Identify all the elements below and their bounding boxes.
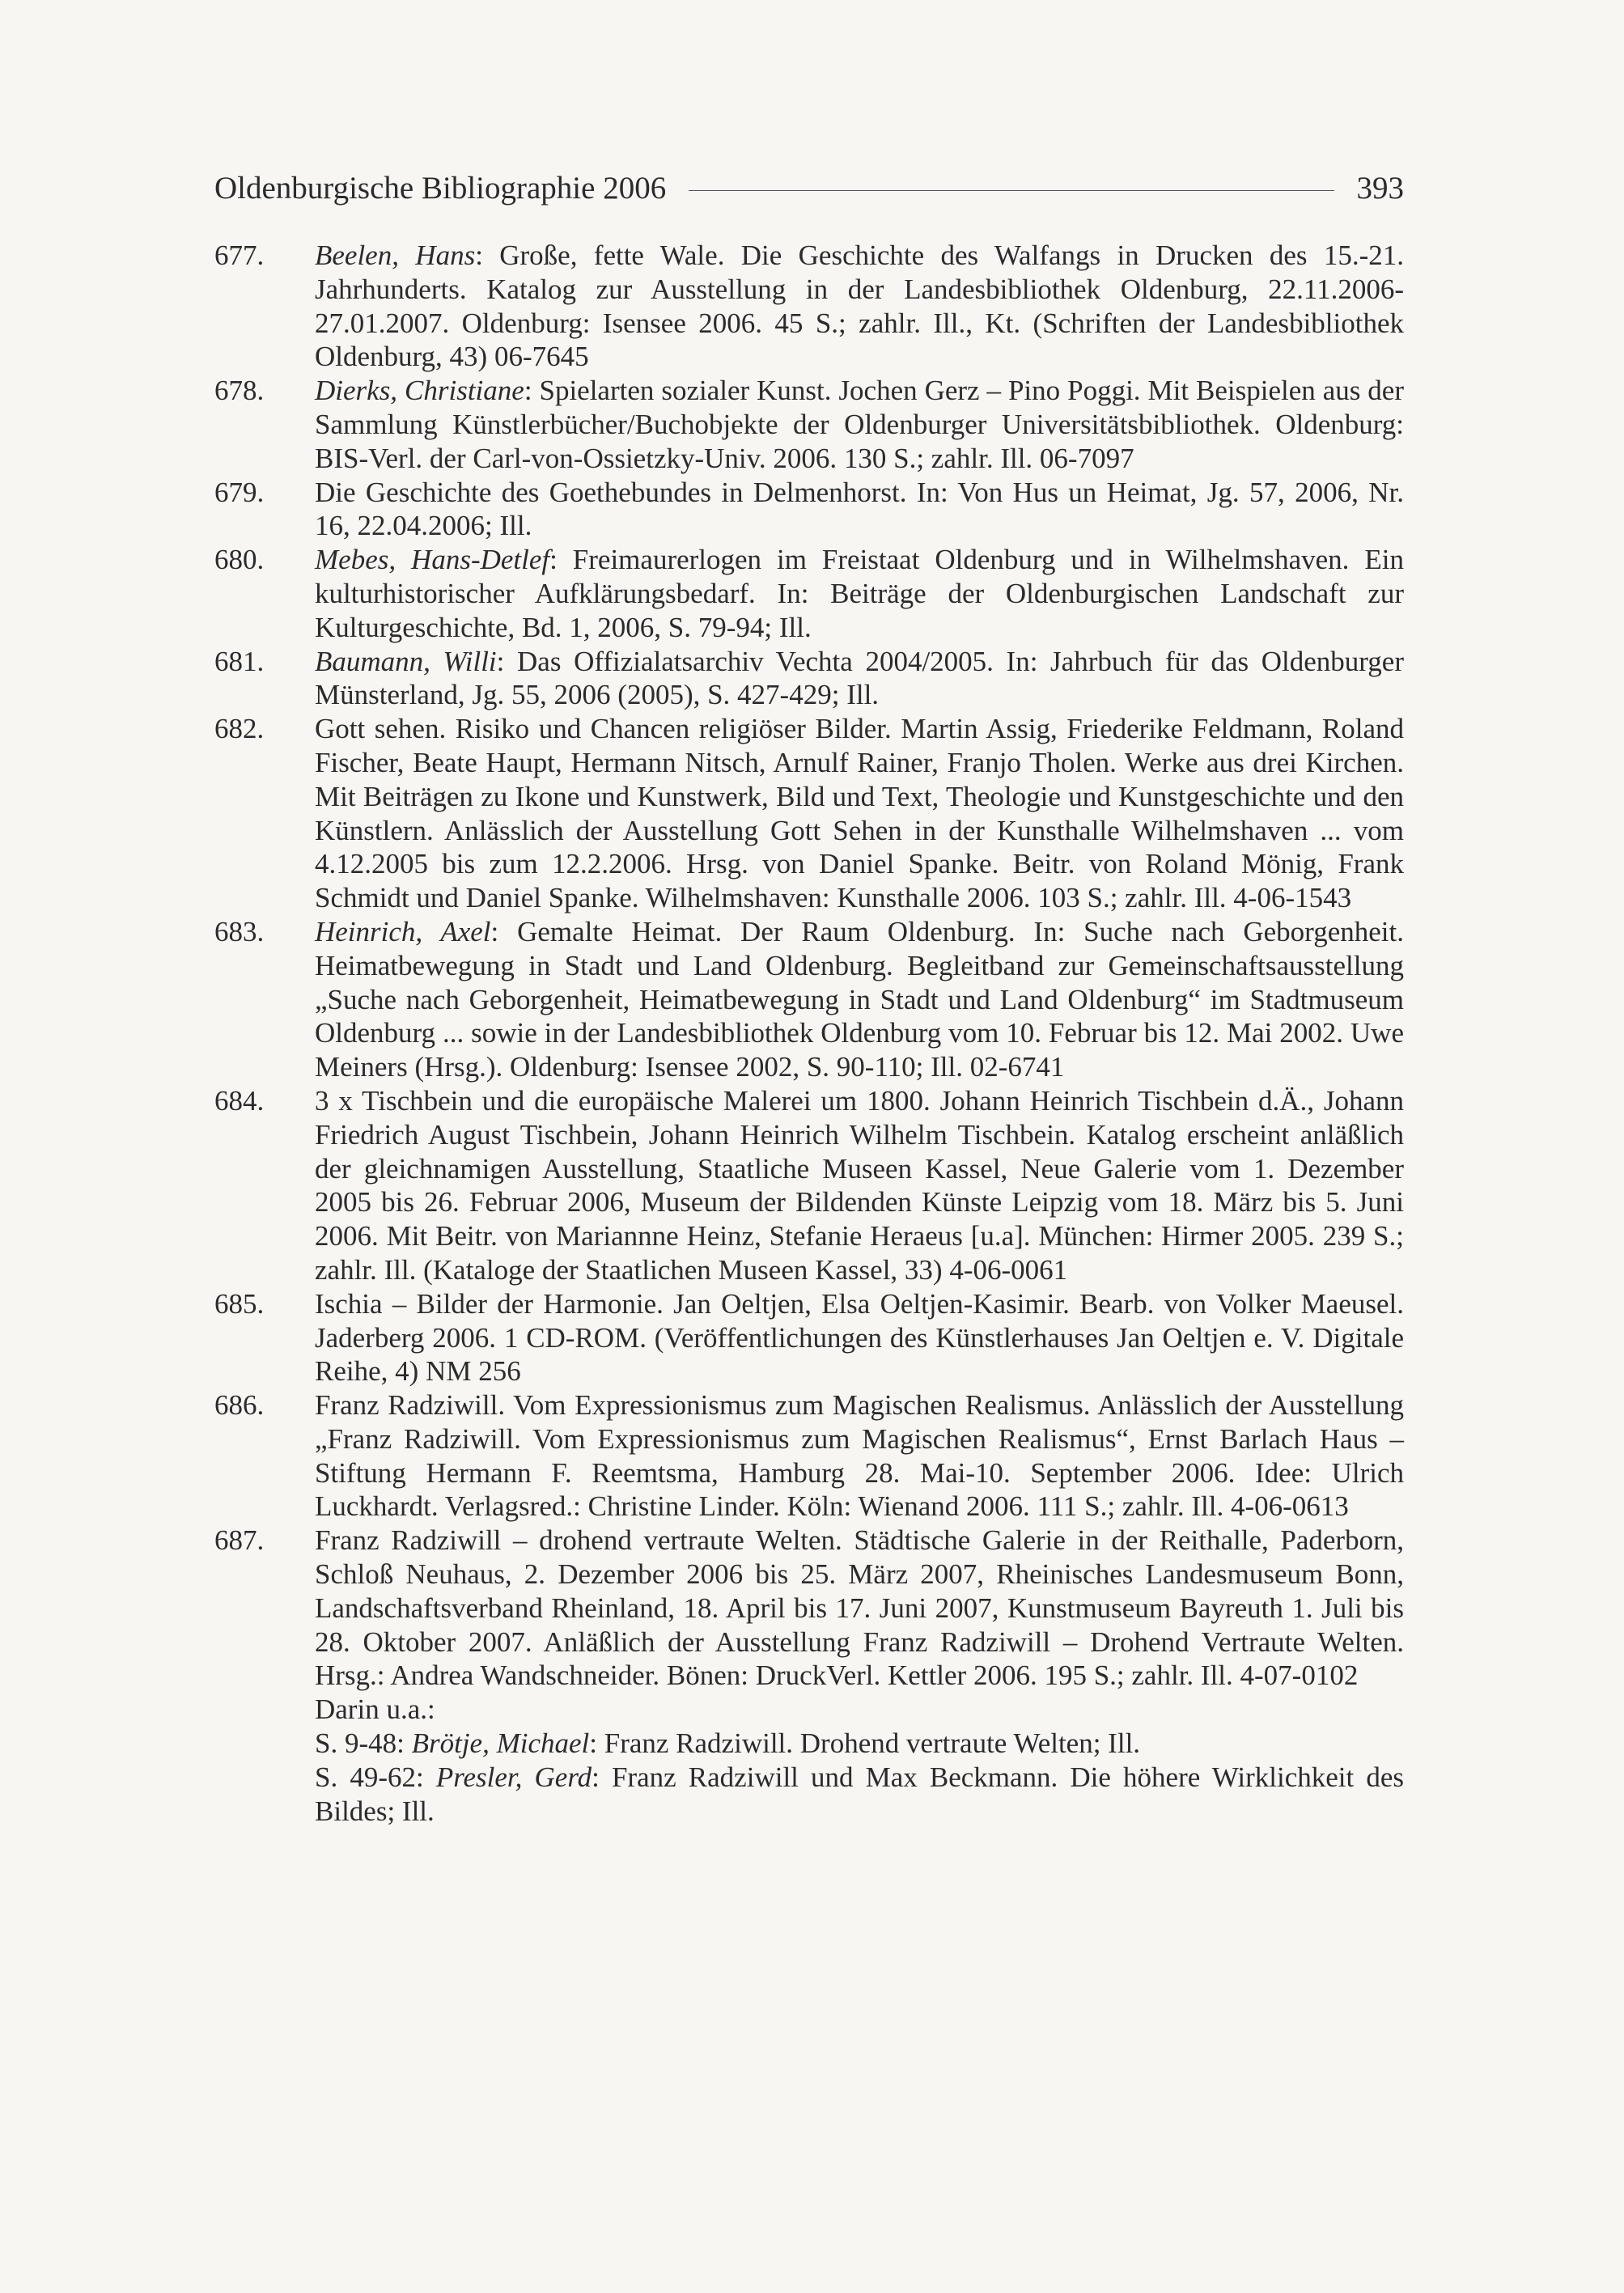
contents-item xyxy=(315,1727,1404,1761)
entry-body xyxy=(315,1084,1404,1287)
running-head xyxy=(214,167,1404,208)
entry-text: Die Geschichte des Goethebundes in Delmenhorst. In: Von Hus un Heimat, Jg. 57, 2006, Nr. 16, 22.04.2006; Ill. xyxy=(315,476,1404,542)
entry-contents xyxy=(214,1693,1404,1828)
contents-intro: Darin u.a.: xyxy=(315,1693,435,1726)
entry-body xyxy=(315,239,1404,374)
bibliography-entry xyxy=(214,712,1404,915)
contents-author: Presler, Gerd xyxy=(435,1761,592,1793)
entry-number: 679. xyxy=(214,476,265,508)
entry-text: Franz Radziwill. Vom Expressionismus zum Magischen Realismus. Anlässlich der Ausstellung „Franz Radziwill. Vom Expressionismus zum Magischen Realismus“, Ernst Barlach Haus – Stiftung Hermann F. Reemtsma, Hamburg 28. Mai-10. September 2006. Idee: Ulrich Luckhardt. Verlagsred.: Christine Linder. Köln: Wienand 2006. 111 S.; zahlr. Ill. 4-06-0613 xyxy=(315,1389,1404,1523)
contents-pages: S. 49-62: xyxy=(315,1761,436,1793)
entry-number: 685. xyxy=(214,1287,265,1320)
bibliography-entry xyxy=(214,1388,1404,1524)
entry-author: Heinrich, Axel xyxy=(315,915,491,947)
contents-author: Brötje, Michael xyxy=(411,1727,590,1760)
bibliography-entry xyxy=(214,1287,1404,1388)
entry-body xyxy=(315,374,1404,475)
entry-body xyxy=(315,712,1404,915)
entry-author: Dierks, Christiane xyxy=(315,375,524,407)
entry-text: : Spielarten sozialer Kunst. Jochen Gerz – Pino Poggi. Mit Beispielen aus der Sammlung Künstlerbücher/Buchobjekte der Oldenburger Universitätsbibliothek. Oldenburg: BIS-Verl. der Carl-von-Ossietzky-Univ. 2006. 130 S.; zahlr. Ill. 06-7097 xyxy=(315,375,1405,474)
contents-pages: S. 9-48: xyxy=(315,1727,412,1760)
entry-text: : Gemalte Heimat. Der Raum Oldenburg. In: Suche nach Geborgenheit. Heimatbewegung in Stadt und Land Oldenburg. Begleitband zur Gemeinschaftsausstellung „Suche nach Geborgenheit, Heimatbewegung in Stadt und Land Oldenburg“ im Stadtmuseum Oldenburg ... sowie in der Landesbibliothek Oldenburg vom 10. Februar bis 12. Mai 2002. Uwe Meiners (Hrsg.). Oldenburg: Isensee 2002, S. 90-110; Ill. 02-6741 xyxy=(315,915,1404,1083)
bibliography-entry xyxy=(214,1524,1404,1693)
entry-text: : Große, fette Wale. Die Geschichte des Walfangs in Drucken des 15.-21. Jahrhunderts. Katalog zur Ausstellung in der Landesbibliothek Oldenburg, 22.11.2006-27.01.2007. Oldenburg: Isensee 2006. 45 S.; zahlr. Ill., Kt. (Schriften der Landesbibliothek Oldenburg, 43) 06-7645 xyxy=(315,239,1404,373)
entry-number: 684. xyxy=(214,1084,265,1117)
entry-body xyxy=(315,1287,1404,1388)
entry-text: : Freimaurerlogen im Freistaat Oldenburg und in Wilhelmshaven. Ein kulturhistorischer Aufklärungsbedarf. In: Beiträge der Oldenburgischen Landschaft zur Kulturgeschichte, Bd. 1, 2006, S. 79-94; Ill. xyxy=(315,544,1404,643)
entry-number: 683. xyxy=(214,915,265,947)
header-rule xyxy=(689,190,1334,191)
entry-author: Beelen, Hans xyxy=(315,239,476,271)
entry-text: Ischia – Bilder der Harmonie. Jan Oeltjen, Elsa Oeltjen-Kasimir. Bearb. von Volker Maeusel. Jaderberg 2006. 1 CD-ROM. (Veröffentlichungen des Künstlerhauses Jan Oeltjen e. V. Digitale Reihe, 4) NM 256 xyxy=(315,1287,1404,1388)
entry-number: 687. xyxy=(214,1524,265,1557)
page-number: 393 xyxy=(1356,170,1404,206)
entry-text: Gott sehen. Risiko und Chancen religiöser Bilder. Martin Assig, Friederike Feldmann, Roland Fischer, Beate Haupt, Hermann Nitsch, Arnulf Rainer, Franjo Tholen. Werke aus drei Kirchen. Mit Beiträgen zu Ikone und Kunstwerk, Bild und Text, Theologie und Kunstgeschichte und den Künstlern. Anlässlich der Ausstellung Gott Sehen in der Kunsthalle Wilhelmshaven ... vom 4.12.2005 bis zum 12.2.2006. Hrsg. von Daniel Spanke. Beitr. von Roland Mönig, Frank Schmidt und Daniel Spanke. Wilhelmshaven: Kunsthalle 2006. 103 S.; zahlr. Ill. 4-06-1543 xyxy=(315,713,1404,914)
entry-text: Franz Radziwill – drohend vertraute Welten. Städtische Galerie in der Reithalle, Paderborn, Schloß Neuhaus, 2. Dezember 2006 bis 25. März 2007, Rheinisches Landesmuseum Bonn, Landschaftsverband Rheinland, 18. April bis 17. Juni 2007, Kunstmuseum Bayreuth 1. Juli bis 28. Oktober 2007. Anläßlich der Ausstellung Franz Radziwill – Drohend Vertraute Welten. Hrsg.: Andrea Wandschneider. Bönen: DruckVerl. Kettler 2006. 195 S.; zahlr. Ill. 4-07-0102 xyxy=(315,1524,1404,1692)
bibliography-entry xyxy=(214,476,1404,544)
entry-body xyxy=(315,645,1404,713)
entry-number: 686. xyxy=(214,1389,265,1422)
entry-body xyxy=(315,543,1404,644)
bibliography-entry xyxy=(214,645,1404,713)
entry-body xyxy=(315,915,1404,1084)
bibliography-entry xyxy=(214,1084,1404,1287)
running-head-title: Oldenburgische Bibliographie 2006 xyxy=(214,170,667,206)
entry-text: : Das Offizialatsarchiv Vechta 2004/2005. In: Jahrbuch für das Oldenburger Münsterland, Jg. 55, 2006 (2005), S. 427-429; Ill. xyxy=(315,645,1404,711)
contents-item xyxy=(315,1761,1404,1829)
entry-text: 3 x Tischbein und die europäische Malerei um 1800. Johann Heinrich Tischbein d.Ä., Johann Friedrich August Tischbein, Johann Heinrich Wilhelm Tischbein. Katalog erscheint anläßlich der gleichnamigen Ausstellung, Staatliche Museen Kassel, Neue Galerie vom 1. Dezember 2005 bis 26. Februar 2006, Museum der Bildenden Künste Leipzig vom 18. März bis 5. Juni 2006. Mit Beitr. von Mariannne Heinz, Stefanie Heraeus [u.a]. München: Hirmer 2005. 239 S.; zahlr. Ill. (Kataloge der Staatlichen Museen Kassel, 33) 4-06-0061 xyxy=(315,1084,1404,1286)
contents-text: : Franz Radziwill und Max Beckmann. Die höhere Wirklichkeit des Bildes; Ill. xyxy=(315,1761,1404,1827)
entry-number: 682. xyxy=(214,713,265,745)
entry-body xyxy=(315,1388,1404,1524)
entry-author: Mebes, Hans-Detlef xyxy=(315,544,550,576)
contents-text: : Franz Radziwill. Drohend vertraute Welten; Ill. xyxy=(589,1727,1141,1760)
bibliography-entry xyxy=(214,374,1404,475)
entry-number: 681. xyxy=(214,645,265,677)
entry-body xyxy=(315,1524,1404,1693)
entry-number: 680. xyxy=(214,544,265,576)
entry-number: 678. xyxy=(214,375,265,407)
entry-body xyxy=(315,476,1404,544)
entry-number: 677. xyxy=(214,239,265,271)
entry-author: Baumann, Willi xyxy=(315,645,497,677)
bibliography-entry xyxy=(214,543,1404,644)
bibliography-entry xyxy=(214,915,1404,1084)
bibliography-entries xyxy=(214,239,1404,1828)
bibliography-entry xyxy=(214,239,1404,374)
